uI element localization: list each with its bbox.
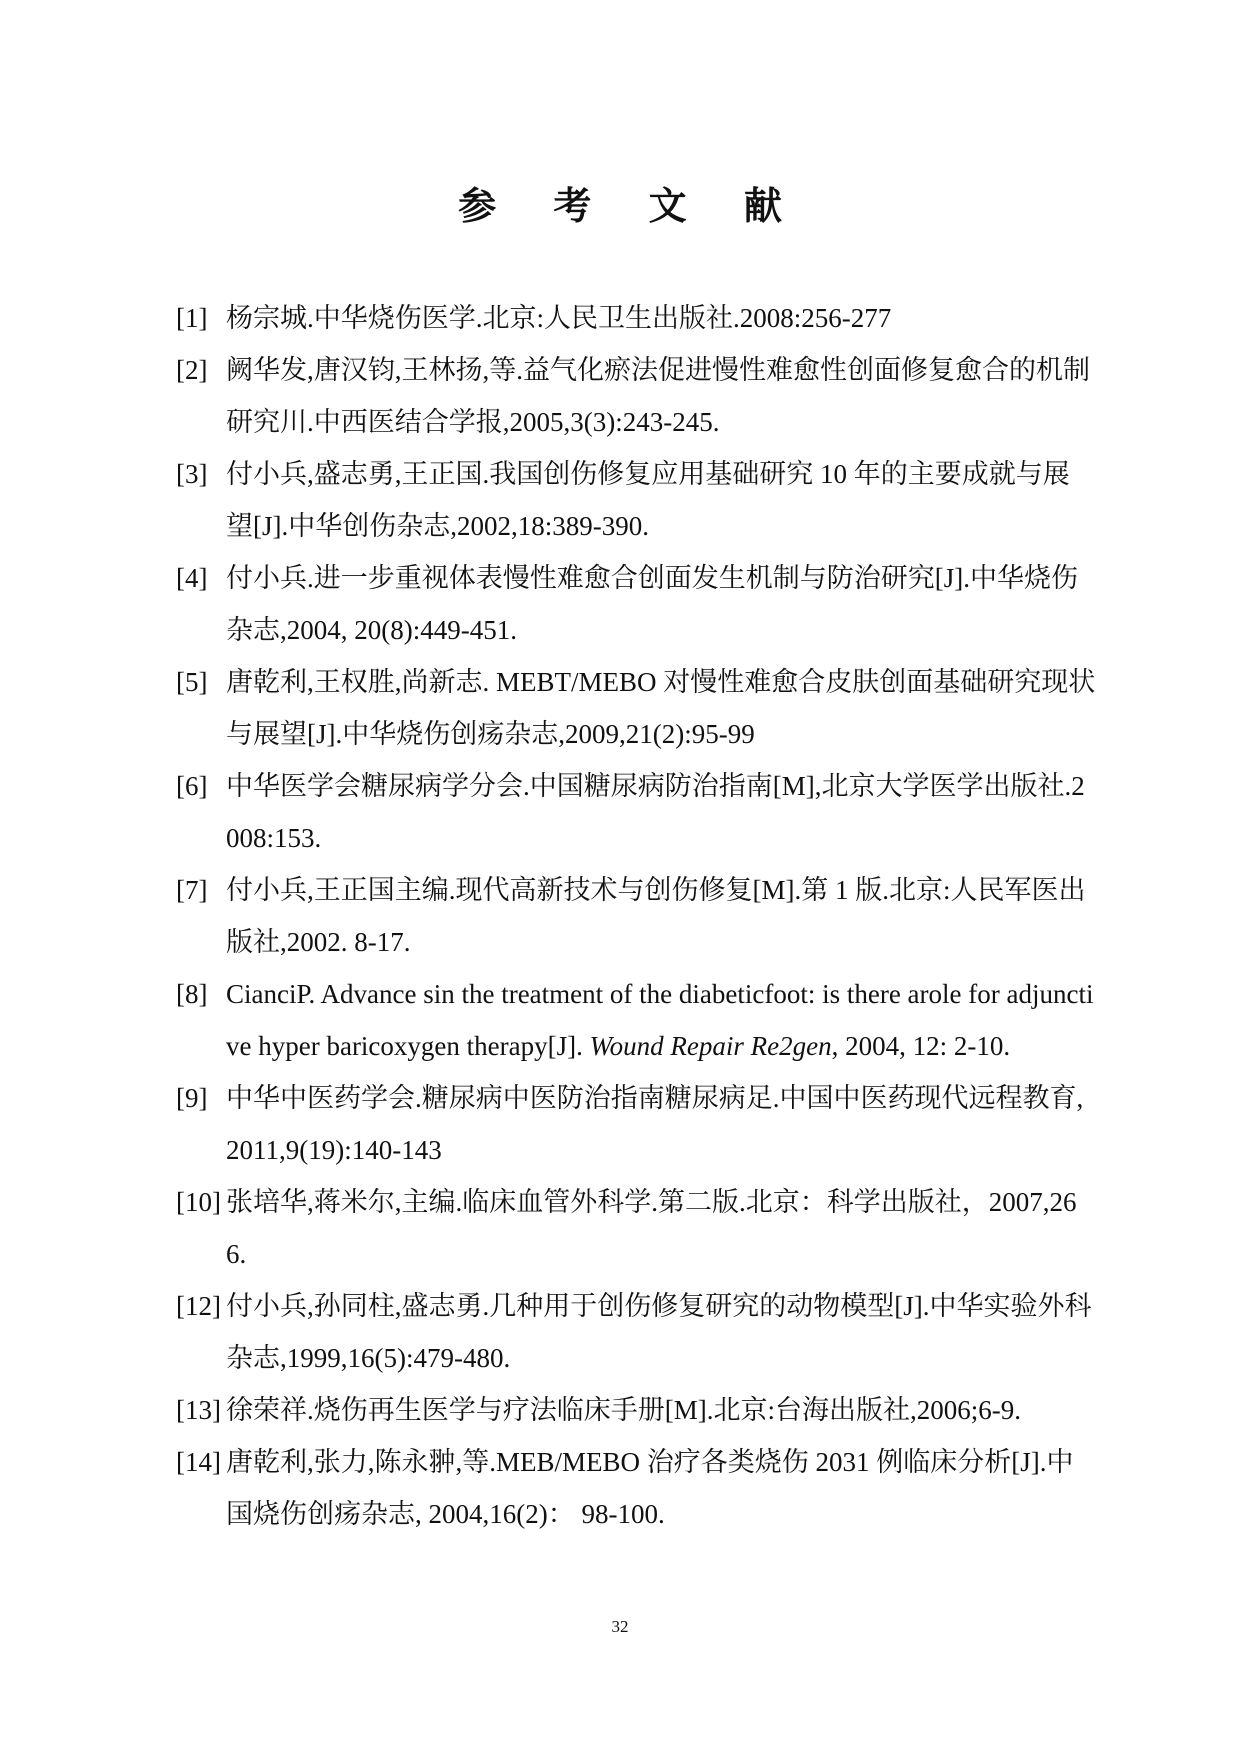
reference-text-before: CianciP. Advance sin the treatment of the diabeticfoot: is there arole for adjunctive hyper baricoxygen therapy[J]. xyxy=(226,979,1094,1061)
reference-text: 付小兵,盛志勇,王正国.我国创伤修复应用基础研究 10 年的主要成就与展望[J].中华创伤杂志,2002,18:389-390. xyxy=(226,459,1070,541)
page-title: 参 考 文 献 xyxy=(458,184,804,228)
reference-number: [7] xyxy=(176,875,208,905)
reference-number: [12] xyxy=(176,1291,221,1321)
reference-text: 阙华发,唐汉钧,王林扬,等.益气化瘀法促进慢性难愈性创面修复愈合的机制研究川.中西医结合学报,2005,3(3):243-245. xyxy=(226,355,1090,437)
reference-text: 徐荣祥.烧伤再生医学与疗法临床手册[M].北京:台海出版社,2006;6-9. xyxy=(226,1395,1021,1425)
reference-number: [9] xyxy=(176,1083,208,1113)
reference-item xyxy=(176,292,1096,344)
reference-item xyxy=(176,1072,1096,1176)
reference-item xyxy=(176,1384,1096,1436)
reference-item xyxy=(176,1436,1096,1540)
page-number: 32 xyxy=(611,1617,629,1636)
reference-number: [6] xyxy=(176,771,208,801)
reference-text-after: , 2004, 12: 2-10. xyxy=(831,1031,1011,1061)
reference-number: [2] xyxy=(176,355,208,385)
reference-number: [13] xyxy=(176,1395,221,1425)
reference-text: 付小兵,王正国主编.现代高新技术与创伤修复[M].第 1 版.北京:人民军医出版社,2002. 8-17. xyxy=(226,875,1086,957)
reference-list xyxy=(176,292,1096,1540)
reference-text: 唐乾利,王权胜,尚新志. MEBT/MEBO 对慢性难愈合皮肤创面基础研究现状与展望[J].中华烧伤创疡杂志,2009,21(2):95-99 xyxy=(226,667,1096,749)
journal-title: Wound Repair Re2gen xyxy=(589,1031,832,1061)
reference-item xyxy=(176,344,1096,448)
reference-number: [14] xyxy=(176,1447,221,1477)
reference-text: 唐乾利,张力,陈永翀,等.MEB/MEBO 治疗各类烧伤 2031 例临床分析[J].中国烧伤创疡杂志, 2004,16(2)： 98-100. xyxy=(226,1447,1074,1529)
reference-number: [3] xyxy=(176,459,208,489)
reference-item xyxy=(176,1280,1096,1384)
reference-text: 付小兵,孙同柱,盛志勇.几种用于创伤修复研究的动物模型[J].中华实验外科杂志,1999,16(5):479-480. xyxy=(226,1291,1092,1373)
reference-text: 付小兵.进一步重视体表慢性难愈合创面发生机制与防治研究[J].中华烧伤杂志,2004, 20(8):449-451. xyxy=(226,563,1078,645)
reference-text: 中华医学会糖尿病学分会.中国糖尿病防治指南[M],北京大学医学出版社.2008:153. xyxy=(226,771,1085,853)
reference-item xyxy=(176,448,1096,552)
reference-item xyxy=(176,864,1096,968)
reference-number: [5] xyxy=(176,667,208,697)
reference-text: 张培华,蒋米尔,主编.临床血管外科学.第二版.北京：科学出版社，2007,266. xyxy=(226,1187,1077,1269)
reference-item xyxy=(176,1176,1096,1280)
reference-text xyxy=(226,968,1096,1072)
reference-number: [8] xyxy=(176,979,208,1009)
reference-number: [10] xyxy=(176,1187,221,1217)
reference-item xyxy=(176,552,1096,656)
reference-item xyxy=(176,656,1096,760)
reference-number: [4] xyxy=(176,563,208,593)
reference-number: [1] xyxy=(176,303,208,333)
reference-text: 中华中医药学会.糖尿病中医防治指南糖尿病足.中国中医药现代远程教育,2011,9(19):140-143 xyxy=(226,1083,1084,1165)
reference-item xyxy=(176,968,1096,1072)
reference-item xyxy=(176,760,1096,864)
reference-text: 杨宗城.中华烧伤医学.北京:人民卫生出版社.2008:256-277 xyxy=(226,303,892,333)
